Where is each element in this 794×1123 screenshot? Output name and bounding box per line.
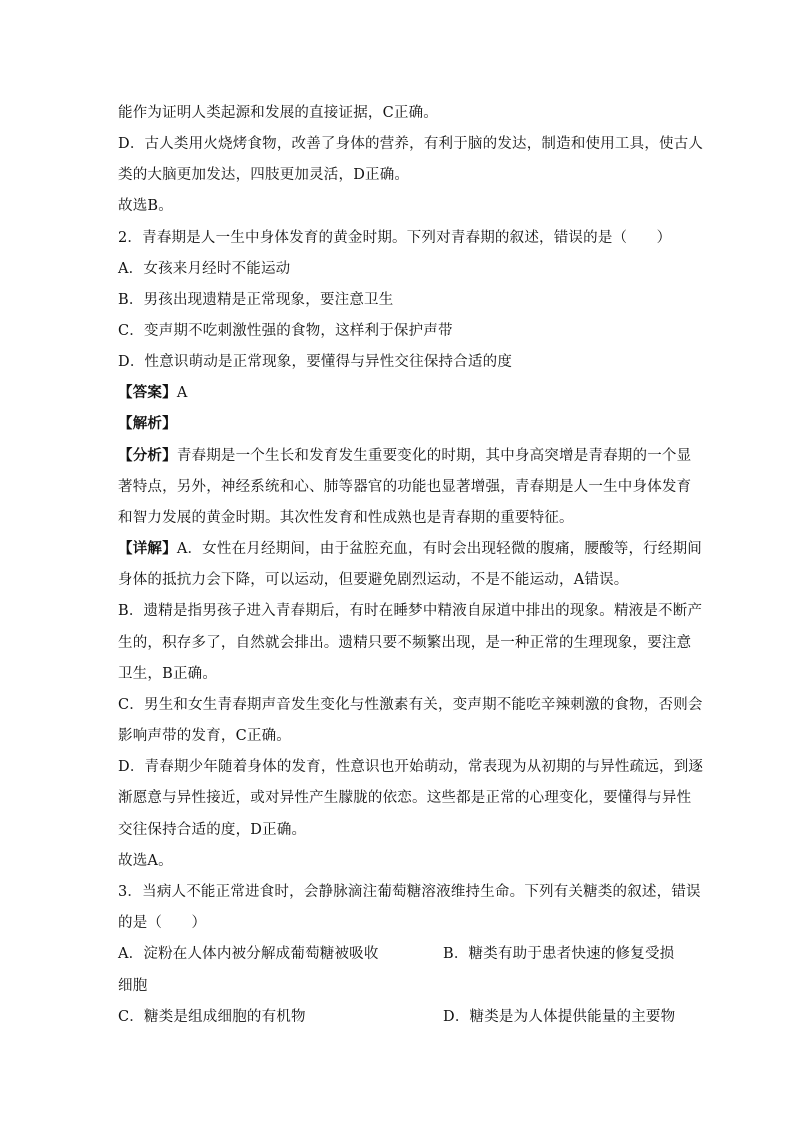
- text-line: 身体的抵抗力会下降，可以运动，但要避免剧烈运动，不是不能运动，A错误。: [118, 572, 629, 588]
- xiangjie-line: [118, 539, 702, 559]
- text-line: 故选A。: [118, 853, 173, 869]
- text-line: 卫生，B正确。: [118, 666, 218, 682]
- text-line: D．古人类用火烧烤食物，改善了身体的营养，有利于脑的发达，制造和使用工具，使古人: [118, 136, 704, 152]
- fenxi-label: 【分析】: [118, 447, 177, 464]
- text-line: 影响声带的发育，C正确。: [118, 728, 291, 744]
- text-line: 故选B。: [118, 198, 173, 214]
- text-line: 类的大脑更加发达，四肢更加灵活，D正确。: [118, 167, 410, 183]
- text-line: C．男生和女生青春期声音发生变化与性激素有关，变声期不能吃辛辣刺激的食物，否则会: [118, 697, 703, 713]
- answer-value: A: [176, 385, 188, 401]
- analysis-label: 【解析】: [118, 415, 177, 432]
- option-a: A．淀粉在人体内被分解成葡萄糖被吸收: [118, 946, 379, 962]
- text-line: 的是（ ）: [118, 915, 207, 931]
- fenxi-text: 青春期是一个生长和发育发生重要变化的时期，其中身高突增是青春期的一个显: [176, 448, 692, 464]
- option-c: C．变声期不吃刺激性强的食物，这样利于保护声带: [118, 323, 453, 339]
- xiangjie-text: A．女性在月经期间，由于盆腔充血，有时会出现轻微的腹痛，腰酸等，行经期间: [176, 541, 702, 557]
- question-2-stem: 2．青春期是人一生中身体发育的黄金时期。下列对青春期的叙述，错误的是（ ）: [118, 230, 672, 246]
- text-line: 生的，积存多了，自然就会排出。遗精只要不频繁出现，是一种正常的生理现象，要注意: [118, 635, 692, 651]
- question-3-stem: 3．当病人不能正常进食时，会静脉滴注葡萄糖溶液维持生命。下列有关糖类的叙述，错误: [118, 884, 701, 900]
- text-line: 能作为证明人类起源和发展的直接证据，C正确。: [118, 105, 438, 121]
- option-d: D．性意识萌动是正常现象，要懂得与异性交往保持合适的度: [118, 354, 513, 370]
- answer-line: [118, 383, 187, 403]
- option-a: A．女孩来月经时不能运动: [118, 261, 291, 277]
- text-line: 交往保持合适的度，D正确。: [118, 822, 307, 838]
- option-b: B．男孩出现遗精是正常现象，要注意卫生: [118, 292, 394, 308]
- text-line: 和智力发展的黄金时期。其次性发育和性成熟也是青春期的重要特征。: [118, 510, 574, 526]
- text-line: 渐愿意与异性接近，或对异性产生朦胧的依恋。这些都是正常的心理变化，要懂得与异性: [118, 790, 692, 806]
- fenxi-line: [118, 446, 691, 466]
- answer-label: 【答案】: [118, 384, 177, 401]
- analysis-heading: [118, 414, 177, 434]
- option-b: B．糖类有助于患者快速的修复受损: [443, 946, 675, 962]
- xiangjie-label: 【详解】: [118, 540, 177, 557]
- text-line: D．青春期少年随着身体的发育，性意识也开始萌动，常表现为从初期的与异性疏远，到逐: [118, 759, 704, 775]
- option-d: D．糖类是为人体提供能量的主要物: [443, 1009, 676, 1025]
- text-line: 细胞: [118, 978, 148, 994]
- text-line: 著特点，另外，神经系统和心、肺等器官的功能也显著增强，青春期是人一生中身体发育: [118, 479, 692, 495]
- option-c: C．糖类是组成细胞的有机物: [118, 1009, 306, 1025]
- text-line: B．遗精是指男孩子进入青春期后，有时在睡梦中精液自尿道中排出的现象。精液是不断产: [118, 603, 703, 619]
